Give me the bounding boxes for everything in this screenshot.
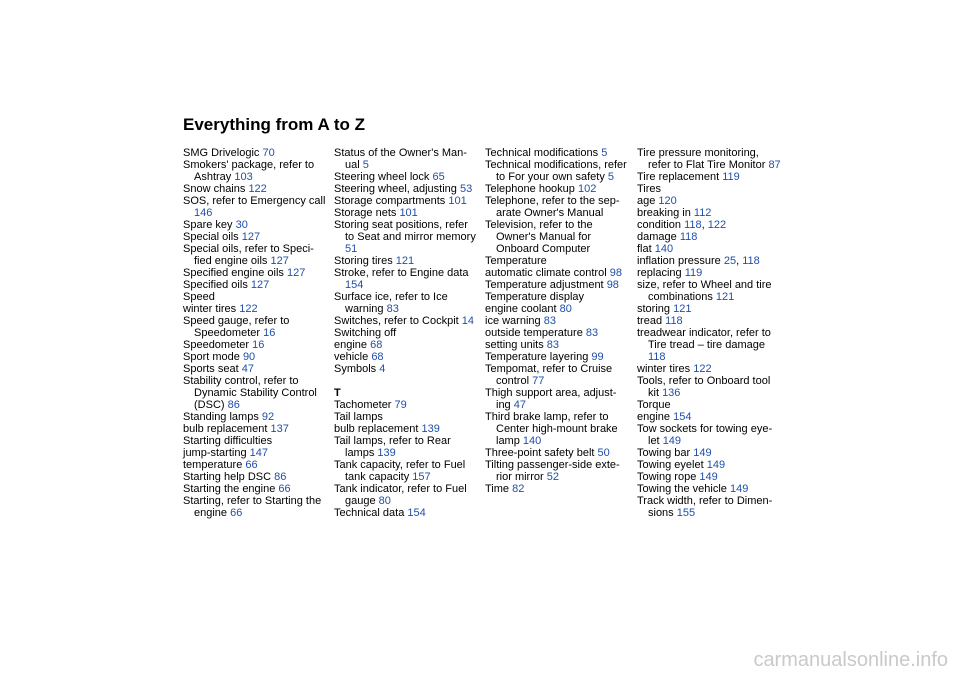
index-entry xyxy=(334,411,479,423)
entry-text: Special oils xyxy=(183,231,239,243)
page-link[interactable]: 127 xyxy=(270,255,289,267)
page-link[interactable]: 122 xyxy=(239,303,258,315)
entry-text: Track width, refer to Dimen-sions xyxy=(637,495,773,519)
page-link[interactable]: 47 xyxy=(241,363,254,375)
index-entry xyxy=(637,399,782,411)
entry-text: Special oils, refer to Speci-fied engine oils xyxy=(183,243,314,267)
entry-text: Telephone, refer to the sep-arate Owner's Manual xyxy=(485,195,620,219)
page-link[interactable]: 122 xyxy=(248,183,267,195)
entry-text: condition xyxy=(637,219,682,231)
index-entry xyxy=(485,255,630,267)
index-entry xyxy=(637,183,782,195)
page-link[interactable]: 101 xyxy=(399,207,418,219)
entry-text: engine coolant xyxy=(485,303,557,315)
entry-text: Starting difficulties xyxy=(183,435,273,447)
index-entry xyxy=(183,147,328,159)
index-entry xyxy=(334,315,479,327)
page-link[interactable]: 5 xyxy=(362,159,369,171)
index-entry xyxy=(183,267,328,279)
index-subentry xyxy=(485,303,630,315)
index-entry xyxy=(334,459,479,483)
entry-text: Steering wheel lock xyxy=(334,171,430,183)
index-entry xyxy=(183,291,328,303)
entry-text: Television, refer to the Owner's Manual for Onboard Computer xyxy=(485,219,593,255)
entry-text: Switches, refer to Cockpit xyxy=(334,315,459,327)
index-column-3 xyxy=(485,147,630,495)
index-entry xyxy=(334,267,479,291)
page-link[interactable]: 154 xyxy=(345,279,364,291)
entry-text: Technical modifications, refer to For your own safety xyxy=(485,159,627,183)
page-link[interactable]: 98 xyxy=(606,279,619,291)
page-link[interactable]: 70 xyxy=(262,147,275,159)
page-link[interactable]: 140 xyxy=(654,243,674,255)
entry-text: Storing tires xyxy=(334,255,393,267)
entry-text: size, refer to Wheel and tire combinations xyxy=(637,279,772,303)
index-entry xyxy=(334,327,479,339)
entry-text: Starting, refer to Starting the engine xyxy=(183,495,322,519)
page-link[interactable]: 51 xyxy=(345,243,358,255)
index-entry xyxy=(485,387,630,411)
page-link[interactable]: 139 xyxy=(421,423,440,435)
page-link[interactable]: 5 xyxy=(601,147,608,159)
entry-text: outside temperature xyxy=(485,327,583,339)
entry-text: automatic climate control xyxy=(485,267,607,279)
index-subentry xyxy=(637,267,782,279)
page-link[interactable]: 103 xyxy=(234,171,253,183)
entry-text: tread xyxy=(637,315,663,327)
entry-text: Temperature xyxy=(485,255,547,267)
page-link[interactable]: 30 xyxy=(235,219,248,231)
entry-text: inflation pressure xyxy=(637,255,721,267)
entry-text: Towing the vehicle xyxy=(637,483,727,495)
index-subentry xyxy=(183,447,328,459)
index-entry xyxy=(183,375,328,411)
entry-text: Tank indicator, refer to Fuel gauge xyxy=(334,483,467,507)
index-entry xyxy=(485,183,630,195)
entry-text: Temperature adjustment xyxy=(485,279,604,291)
index-entry xyxy=(334,171,479,183)
entry-text: Time xyxy=(485,483,510,495)
page-link[interactable]: 137 xyxy=(270,423,289,435)
index-entry xyxy=(637,471,782,483)
index-subentry xyxy=(637,315,782,327)
index-entry xyxy=(637,483,782,495)
index-subentry xyxy=(485,267,630,279)
index-entry xyxy=(183,411,328,423)
entry-text: Thigh support area, adjust-ing xyxy=(485,387,617,411)
entry-text: replacing xyxy=(637,267,682,279)
page-link[interactable]: 66 xyxy=(245,459,258,471)
index-entry xyxy=(637,447,782,459)
watermark: carmanualsonline.info xyxy=(753,649,948,671)
index-entry xyxy=(183,243,328,267)
index-entry xyxy=(334,207,479,219)
index-entry xyxy=(637,459,782,471)
page-link[interactable]: 119 xyxy=(684,267,703,279)
index-subentry xyxy=(637,243,782,255)
index-entry xyxy=(334,255,479,267)
page-link[interactable]: 149 xyxy=(662,435,682,447)
entry-text: Storage nets xyxy=(334,207,397,219)
entry-text: SMG Drivelogic xyxy=(183,147,260,159)
page-link[interactable]: 154 xyxy=(407,507,426,519)
page-title: Everything from A to Z xyxy=(183,115,365,134)
index-subentry xyxy=(637,327,782,363)
entry-text: Tank capacity, refer to Fuel tank capacity xyxy=(334,459,466,483)
page-link[interactable]: 139 xyxy=(377,447,396,459)
entry-text: Speed gauge, refer to Speedometer xyxy=(183,315,290,339)
entry-text: bulb replacement xyxy=(183,423,268,435)
entry-text: temperature xyxy=(183,459,243,471)
index-entry xyxy=(485,411,630,447)
index-entry xyxy=(485,483,630,495)
index-entry xyxy=(637,171,782,183)
page-link[interactable]: 147 xyxy=(249,447,268,459)
entry-text: engine xyxy=(334,339,368,351)
index-column-1 xyxy=(183,147,328,519)
entry-text: Three-point safety belt xyxy=(485,447,595,459)
index-entry xyxy=(334,291,479,315)
index-subentry xyxy=(485,339,630,351)
page-link[interactable]: 5 xyxy=(607,171,615,183)
page-link[interactable]: 121 xyxy=(715,291,735,303)
page-link[interactable]: 16 xyxy=(263,327,276,339)
entry-text: Specified engine oils xyxy=(183,267,284,279)
entry-text: Towing rope xyxy=(637,471,697,483)
index-subentry xyxy=(637,231,782,243)
page-link[interactable]: 4 xyxy=(379,363,386,375)
entry-text: Tachometer xyxy=(334,399,392,411)
entry-text: Tilting passenger-side exte-rior mirror xyxy=(485,459,620,483)
page-link[interactable]: 122 xyxy=(693,363,712,375)
index-subentry xyxy=(637,207,782,219)
index-subentry xyxy=(183,459,328,471)
entry-text: Tempomat, refer to Cruise control xyxy=(485,363,613,387)
page-link[interactable]: 102 xyxy=(577,183,597,195)
index-subentry xyxy=(183,423,328,435)
index-entry xyxy=(183,435,328,447)
index-entry xyxy=(485,291,630,303)
index-entry xyxy=(637,495,782,519)
page-link[interactable]: 140 xyxy=(522,435,542,447)
page-link[interactable]: 157 xyxy=(412,471,431,483)
entry-text: Storing seat positions, refer to Seat and mirror memory xyxy=(334,219,476,243)
page-link[interactable]: 50 xyxy=(597,447,610,459)
index-entry xyxy=(334,507,479,519)
entry-text: Stroke, refer to Engine data xyxy=(334,267,469,279)
page-link[interactable]: 92 xyxy=(261,411,275,423)
index-subentry xyxy=(637,411,782,423)
index-entry xyxy=(485,447,630,459)
page-link[interactable]: 25 xyxy=(723,255,737,267)
page-link[interactable]: 83 xyxy=(585,327,599,339)
entry-text: Smokers' package, refer to Ashtray xyxy=(183,159,315,183)
page-link[interactable]: 16 xyxy=(252,339,265,351)
index-subentry xyxy=(637,303,782,315)
index-entry xyxy=(485,363,630,387)
page-link[interactable]: 118 xyxy=(742,255,760,267)
entry-text: T xyxy=(334,387,341,399)
entry-text: Storage compartments xyxy=(334,195,446,207)
index-subentry xyxy=(334,339,479,351)
entry-text: Speedometer xyxy=(183,339,250,351)
index-entry xyxy=(334,435,479,459)
index-entry xyxy=(183,351,328,363)
page-link[interactable]: 68 xyxy=(371,351,384,363)
entry-text: Third brake lamp, refer to Center high-mount brake lamp xyxy=(485,411,618,447)
index-subentry xyxy=(183,303,328,315)
entry-text: Tail lamps xyxy=(334,411,383,423)
page-link[interactable]: 127 xyxy=(241,231,261,243)
page-link[interactable]: 52 xyxy=(546,471,559,483)
entry-text: Torque xyxy=(637,399,671,411)
entry-text: Tail lamps, refer to Rear lamps xyxy=(334,435,451,459)
page-link[interactable]: 127 xyxy=(286,267,306,279)
index-entry xyxy=(334,183,479,195)
page-link[interactable]: 86 xyxy=(227,399,240,411)
entry-text: Technical modifications xyxy=(485,147,599,159)
entry-text: jump-starting xyxy=(183,447,247,459)
index-entry xyxy=(334,219,479,255)
page-link[interactable]: 120 xyxy=(658,195,677,207)
index-entry xyxy=(485,147,630,159)
entry-text: setting units xyxy=(485,339,544,351)
page-link[interactable]: 53 xyxy=(459,183,473,195)
page-link[interactable]: 149 xyxy=(693,447,712,459)
page-link[interactable]: 155 xyxy=(676,507,696,519)
page-link[interactable]: 118 xyxy=(679,231,698,243)
entry-text: Standing lamps xyxy=(183,411,259,423)
index-subentry xyxy=(334,423,479,435)
index-subentry: inflation pressure 25, 118 xyxy=(637,255,760,267)
index-subentry xyxy=(485,327,630,339)
entry-text: Telephone hookup xyxy=(485,183,575,195)
page-link[interactable]: 136 xyxy=(662,387,681,399)
index-entry xyxy=(334,399,479,411)
index-entry xyxy=(334,363,479,375)
index-column-2 xyxy=(334,147,479,519)
entry-text: Starting help DSC xyxy=(183,471,272,483)
index-entry xyxy=(183,339,328,351)
entry-text: flat xyxy=(637,243,652,255)
index-entry xyxy=(183,195,328,219)
page-link[interactable]: 99 xyxy=(591,351,604,363)
page-link[interactable]: 118 xyxy=(684,219,702,231)
index-entry xyxy=(183,183,328,195)
entry-text: Steering wheel, adjusting xyxy=(334,183,457,195)
page-link[interactable]: 80 xyxy=(378,495,391,507)
entry-text: storing xyxy=(637,303,671,315)
page-link[interactable]: 68 xyxy=(370,339,383,351)
entry-text: Tire pressure monitoring, refer to Flat Tire Monitor xyxy=(637,147,766,171)
page-link[interactable]: 14 xyxy=(461,315,475,327)
entry-text: Status of the Owner's Man-ual xyxy=(334,147,467,171)
index-entry xyxy=(485,459,630,483)
entry-text: Spare key xyxy=(183,219,233,231)
entry-text: Symbols xyxy=(334,363,377,375)
index-entry xyxy=(637,423,782,447)
index-subentry xyxy=(334,351,479,363)
page-link[interactable]: 65 xyxy=(432,171,445,183)
page-link[interactable]: 101 xyxy=(448,195,467,207)
page-link[interactable]: 79 xyxy=(394,399,407,411)
index-entry xyxy=(334,195,479,207)
page-link[interactable]: 47 xyxy=(513,399,526,411)
index-entry xyxy=(637,375,782,399)
entry-text: Technical data xyxy=(334,507,405,519)
page-link[interactable]: 118 xyxy=(665,315,683,327)
entry-text: bulb replacement xyxy=(334,423,419,435)
index-entry xyxy=(183,363,328,375)
index-entry xyxy=(334,483,479,507)
page-link[interactable]: 154 xyxy=(673,411,692,423)
entry-text: winter tires xyxy=(637,363,691,375)
entry-text: Temperature display xyxy=(485,291,585,303)
entry-text: Towing bar xyxy=(637,447,691,459)
page-link[interactable]: 83 xyxy=(546,339,560,351)
index-subentry xyxy=(637,363,782,375)
entry-text: Stability control, refer to Dynamic Stability Control (DSC) xyxy=(183,375,317,411)
entry-text: ice warning xyxy=(485,315,541,327)
page-link[interactable]: 90 xyxy=(242,351,256,363)
index-entry xyxy=(485,279,630,291)
entry-text: Tools, refer to Onboard tool kit xyxy=(637,375,771,399)
index-entry xyxy=(485,219,630,255)
index-entry xyxy=(485,195,630,219)
page-link[interactable]: 80 xyxy=(559,303,572,315)
page-link[interactable]: 112 xyxy=(693,207,712,219)
page-link[interactable]: 66 xyxy=(278,483,291,495)
page-link[interactable]: 118 xyxy=(648,351,666,363)
entry-text: winter tires xyxy=(183,303,237,315)
index-entry xyxy=(485,351,630,363)
entry-text: Towing eyelet xyxy=(637,459,704,471)
page-link[interactable]: 82 xyxy=(512,483,525,495)
entry-text: Temperature layering xyxy=(485,351,589,363)
page-link[interactable]: 146 xyxy=(194,207,213,219)
index-entry xyxy=(183,315,328,339)
entry-text: vehicle xyxy=(334,351,369,363)
index-subentry xyxy=(637,195,782,207)
page-link[interactable]: 77 xyxy=(532,375,545,387)
entry-text: Starting the engine xyxy=(183,483,276,495)
entry-text: breaking in xyxy=(637,207,691,219)
entry-text: Surface ice, refer to Ice warning xyxy=(334,291,448,315)
index-entry xyxy=(183,471,328,483)
entry-text: Sport mode xyxy=(183,351,240,363)
page-link[interactable]: 149 xyxy=(699,471,718,483)
index-entry xyxy=(183,159,328,183)
entry-text: treadwear indicator, refer to Tire tread – tire damage xyxy=(637,327,771,351)
entry-text: Snow chains xyxy=(183,183,246,195)
page-link[interactable]: 149 xyxy=(729,483,749,495)
index-entry xyxy=(485,159,630,183)
page-link[interactable]: 122 xyxy=(707,219,727,231)
index-subentry xyxy=(637,279,782,303)
entry-text: Tire replacement xyxy=(637,171,720,183)
entry-text: Speed xyxy=(183,291,215,303)
page-link[interactable]: 83 xyxy=(543,315,556,327)
index-column-4 xyxy=(637,147,782,519)
index-entry xyxy=(334,147,479,171)
entry-text: Switching off xyxy=(334,327,397,339)
entry-text: SOS, refer to Emergency call xyxy=(183,195,326,207)
index-entry xyxy=(183,279,328,291)
entry-text: Sports seat xyxy=(183,363,239,375)
index-entry xyxy=(637,147,782,171)
page-link[interactable]: 127 xyxy=(250,279,270,291)
page-link[interactable]: 98 xyxy=(609,267,622,279)
entry-text: engine xyxy=(637,411,671,423)
index-entry xyxy=(183,495,328,519)
page-link[interactable]: 66 xyxy=(230,507,243,519)
page-link[interactable]: 83 xyxy=(386,303,399,315)
page-link[interactable]: 119 xyxy=(722,171,740,183)
page-link[interactable]: 121 xyxy=(673,303,692,315)
entry-text: Tires xyxy=(637,183,662,195)
entry-text: Tow sockets for towing eye-let xyxy=(637,423,773,447)
page-link[interactable]: 121 xyxy=(395,255,415,267)
page-link[interactable]: 87 xyxy=(768,159,781,171)
entry-text: Specified oils xyxy=(183,279,248,291)
index-subentry: condition 118, 122 xyxy=(637,219,727,231)
page-link[interactable]: 149 xyxy=(706,459,726,471)
index-entry xyxy=(183,483,328,495)
page-link[interactable]: 86 xyxy=(274,471,287,483)
entry-text: age xyxy=(637,195,656,207)
index-letter-heading xyxy=(334,387,479,399)
index-entry xyxy=(183,219,328,231)
index-entry xyxy=(183,231,328,243)
index-subentry xyxy=(485,315,630,327)
entry-text: damage xyxy=(637,231,677,243)
